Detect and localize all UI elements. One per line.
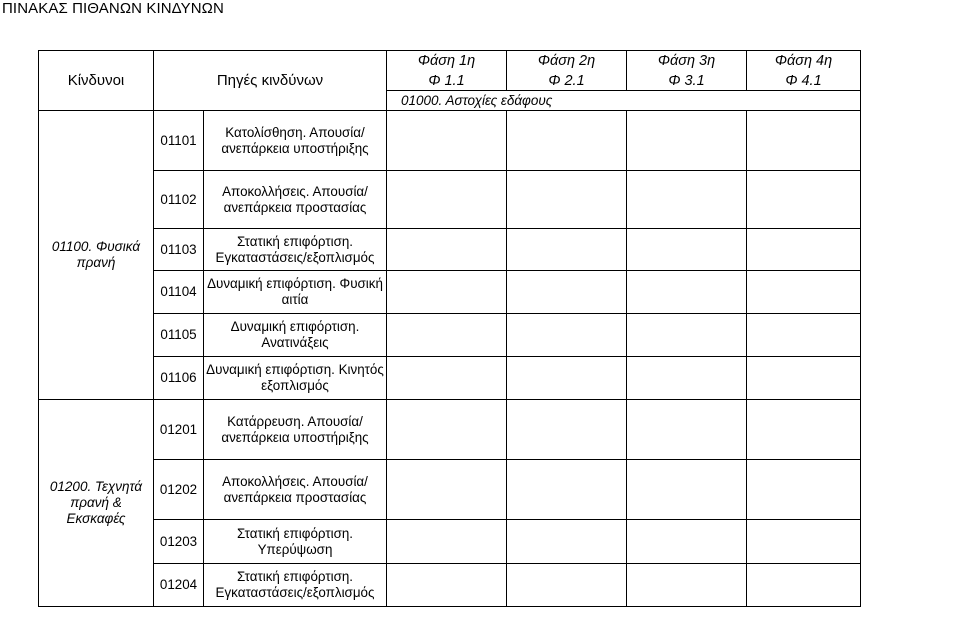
phase-cell: [387, 460, 507, 520]
risk-code: 01204: [154, 564, 204, 607]
table-row: [39, 400, 861, 460]
phase-cell: [747, 229, 861, 271]
phase-4-code: Φ 4.1: [747, 72, 861, 91]
table-row: [39, 111, 861, 171]
phase-cell: [747, 314, 861, 357]
risk-code: 01203: [154, 520, 204, 564]
risk-source: Αποκολλήσεις. Απουσία/ανεπάρκεια προστασίας: [204, 171, 387, 229]
phase-3-code: Φ 3.1: [627, 72, 747, 91]
table-row: [39, 271, 861, 314]
phase-cell: [747, 171, 861, 229]
table-row: [39, 314, 861, 357]
phase-cell: [627, 229, 747, 271]
category-artificial-slopes: 01200. Τεχνητά πρανή & Εκσκαφές: [39, 400, 154, 607]
phase-cell: [747, 357, 861, 400]
category-natural-slopes: 01100. Φυσικά πρανή: [39, 111, 154, 400]
risk-source: Κατολίσθηση. Απουσία/ανεπάρκεια υποστήριξης: [204, 111, 387, 171]
phase-cell: [387, 271, 507, 314]
phase-cell: [627, 314, 747, 357]
page-title: ΠΙΝΑΚΑΣ ΠΙΘΑΝΩΝ ΚΙΝΔΥΝΩΝ: [2, 0, 224, 17]
risk-source: Αποκολλήσεις. Απουσία/ανεπάρκεια προστασίας: [204, 460, 387, 520]
table-row: [39, 171, 861, 229]
phase-cell: [627, 111, 747, 171]
phase-cell: [507, 520, 627, 564]
risk-source: Κατάρρευση. Απουσία/ανεπάρκεια υποστήριξης: [204, 400, 387, 460]
phase-cell: [387, 171, 507, 229]
header-risks: Κίνδυνοι: [39, 51, 154, 111]
table-row: [39, 229, 861, 271]
risk-code: 01104: [154, 271, 204, 314]
phase-cell: [387, 564, 507, 607]
phase-cell: [627, 171, 747, 229]
risk-source: Στατική επιφόρτιση. Υπερύψωση: [204, 520, 387, 564]
risk-source: Στατική επιφόρτιση. Εγκαταστάσεις/εξοπλισμός: [204, 229, 387, 271]
header-sources: Πηγές κινδύνων: [154, 51, 387, 111]
phase-cell: [627, 460, 747, 520]
phase-cell: [747, 564, 861, 607]
risk-code: 01101: [154, 111, 204, 171]
phase-2-name: Φάση 2η: [507, 51, 627, 72]
phase-cell: [747, 271, 861, 314]
phase-cell: [747, 460, 861, 520]
phase-cell: [387, 520, 507, 564]
table-row: [39, 460, 861, 520]
risk-source: Δυναμική επιφόρτιση. Ανατινάξεις: [204, 314, 387, 357]
phase-cell: [387, 111, 507, 171]
phase-cell: [507, 271, 627, 314]
phase-4-name: Φάση 4η: [747, 51, 861, 72]
phase-1-code: Φ 1.1: [387, 72, 507, 91]
phase-cell: [507, 460, 627, 520]
phase-cell: [627, 357, 747, 400]
table-row: [39, 564, 861, 607]
phase-cell: [387, 314, 507, 357]
phase-cell: [627, 400, 747, 460]
phase-cell: [507, 111, 627, 171]
risk-source: Στατική επιφόρτιση. Εγκαταστάσεις/εξοπλισμός: [204, 564, 387, 607]
risk-code: 01201: [154, 400, 204, 460]
risk-table: [38, 50, 861, 607]
risk-code: 01106: [154, 357, 204, 400]
table-row: [39, 357, 861, 400]
phase-cell: [387, 357, 507, 400]
phase-cell: [507, 400, 627, 460]
group-label: 01000. Αστοχίες εδάφους: [387, 91, 861, 111]
phase-cell: [507, 357, 627, 400]
risk-code: 01103: [154, 229, 204, 271]
phase-cell: [507, 229, 627, 271]
risk-code: 01202: [154, 460, 204, 520]
phase-cell: [507, 171, 627, 229]
phase-cell: [627, 520, 747, 564]
phase-cell: [627, 564, 747, 607]
header-row-phases: [39, 51, 861, 72]
phase-1-name: Φάση 1η: [387, 51, 507, 72]
phase-cell: [387, 229, 507, 271]
phase-cell: [387, 400, 507, 460]
risk-source: Δυναμική επιφόρτιση. Κινητός εξοπλισμός: [204, 357, 387, 400]
phase-cell: [627, 271, 747, 314]
risk-code: 01105: [154, 314, 204, 357]
phase-2-code: Φ 2.1: [507, 72, 627, 91]
phase-cell: [747, 400, 861, 460]
phase-3-name: Φάση 3η: [627, 51, 747, 72]
table-row: [39, 520, 861, 564]
risk-code: 01102: [154, 171, 204, 229]
risk-source: Δυναμική επιφόρτιση. Φυσική αιτία: [204, 271, 387, 314]
phase-cell: [507, 314, 627, 357]
phase-cell: [747, 111, 861, 171]
phase-cell: [747, 520, 861, 564]
phase-cell: [507, 564, 627, 607]
